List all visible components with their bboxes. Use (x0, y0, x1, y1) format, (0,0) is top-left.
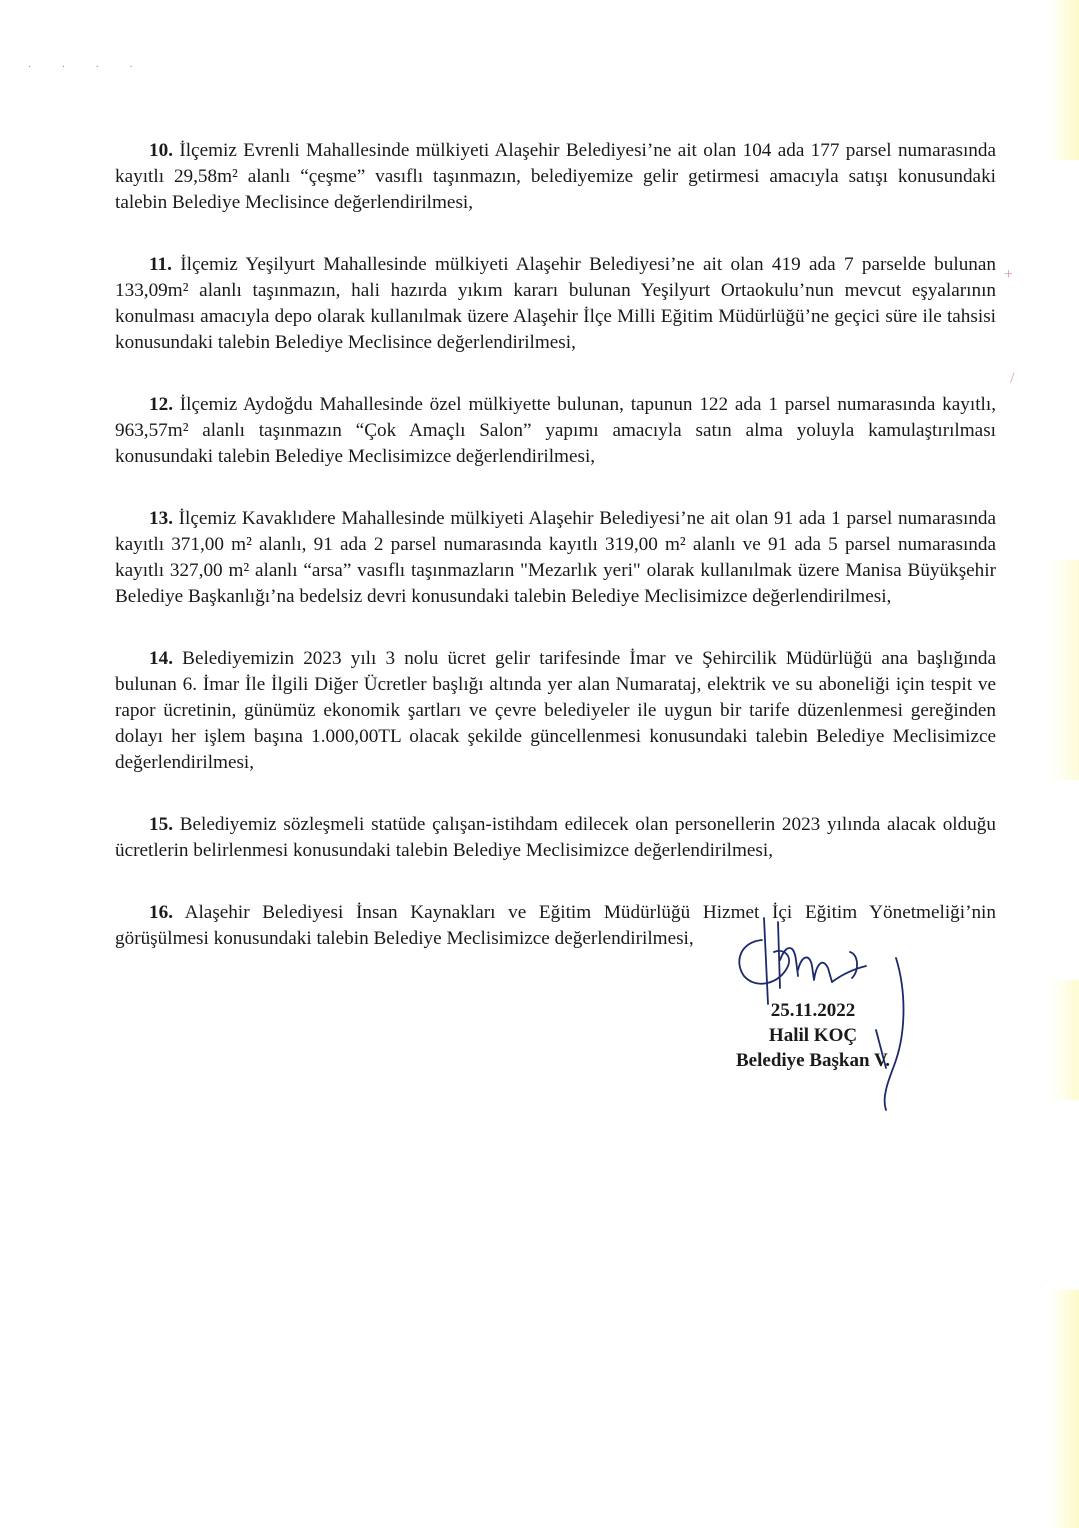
scan-margin-tint (1049, 0, 1079, 160)
signature-block (700, 900, 940, 1120)
item-number: 11. (149, 254, 172, 275)
agenda-item-12 (115, 392, 996, 470)
item-number: 13. (149, 508, 173, 529)
agenda-item-10 (115, 138, 996, 216)
margin-tick-mark: / (1010, 370, 1015, 387)
signature-text (728, 998, 898, 1073)
agenda-item-11 (115, 252, 996, 356)
scan-specks: · · · · (28, 62, 147, 73)
signatory-title: Belediye Başkan V. (736, 1050, 890, 1071)
item-text: İlçemiz Aydoğdu Mahallesinde özel mülkiyette bulunan, tapunun 122 ada 1 parsel numarasında kayıtlı, 963,57m² alanlı taşınmazın “Çok Amaçlı Salon” yapımı amacıyla satın alma yoluyla kamulaştırılması konusundaki talebin Belediye Meclisimizce değerlendirilmesi, (115, 394, 997, 467)
margin-tick-mark: + (1004, 266, 1014, 283)
signatory-name: Halil KOÇ (768, 1025, 858, 1046)
item-number: 10. (149, 140, 173, 161)
agenda-item-13 (115, 506, 996, 610)
item-text: Belediyemizin 2023 yılı 3 nolu ücret gelir tarifesinde İmar ve Şehircilik Müdürlüğü ana başlığında bulunan 6. İmar İle İlgili Diğer Ücretler başlığı altında yer alan Numarataj, elektrik ve su aboneliği için tespit ve rapor ücretinin, günümüz ekonomik şartları ve çevre belediyeler ile uygun bir tarife düzenlenmesi gereğinden dolayı her işlem başına 1.000,00TL olacak şekilde güncellenmesi konusundaki talebin Belediye Meclisimizce değerlendirilmesi, (115, 648, 996, 773)
item-text: Alaşehir Belediyesi İnsan Kaynakları ve Eğitim Müdürlüğü Hizmet İçi Eğitim Yönetmeliği’nin görüşülmesi konusundaki talebin Belediye Meclisimizce değerlendirilmesi, (115, 902, 996, 949)
scan-margin-tint (1049, 980, 1079, 1100)
item-number: 16. (149, 902, 173, 923)
scan-margin-tint (1049, 560, 1079, 780)
document-body (115, 138, 996, 988)
item-text: İlçemiz Yeşilyurt Mahallesinde mülkiyeti Alaşehir Belediyesi’ne ait olan 419 ada 7 parselde bulunan 133,09m² alanlı taşınmazın, hali hazırda yıkım kararı bulunan Yeşilyurt Ortaokulu’nun mevcut eşyalarının konulması amacıyla depo olarak kullanılmak üzere Alaşehir İlçe Milli Eğitim Müdürlüğü’ne geçici süre ile tahsisi konusundaki talebin Belediye Meclisince değerlendirilmesi, (115, 254, 996, 353)
signature-date: 25.11.2022 (770, 1000, 856, 1021)
scan-margin-tint (1049, 1290, 1079, 1528)
agenda-item-14 (115, 646, 996, 776)
item-number: 15. (149, 814, 173, 835)
item-text: Belediyemiz sözleşmeli statüde çalışan-istihdam edilecek olan personellerin 2023 yılında alacak olduğu ücretlerin belirlenmesi konusundaki talebin Belediye Meclisimizce değerlendirilmesi, (115, 814, 996, 861)
agenda-item-15 (115, 812, 996, 864)
item-text: İlçemiz Kavaklıdere Mahallesinde mülkiyeti Alaşehir Belediyesi’ne ait olan 91 ada 1 parsel numarasında kayıtlı 371,00 m² alanlı, 91 ada 2 parsel numarasında kayıtlı 319,00 m² alanlı ve 91 ada 5 parsel numarasında kayıtlı 327,00 m² alanlı “arsa” vasıflı taşınmazların "Mezarlık yeri" olarak kullanılmak üzere Manisa Büyükşehir Belediye Başkanlığı’na bedelsiz devri konusundaki talebin Belediye Meclisimizce değerlendirilmesi, (115, 508, 996, 607)
item-number: 12. (149, 394, 173, 415)
item-text: İlçemiz Evrenli Mahallesinde mülkiyeti Alaşehir Belediyesi’ne ait olan 104 ada 177 parsel numarasında kayıtlı 29,58m² alanlı “çeşme” vasıflı taşınmazın, belediyemize gelir getirmesi amacıyla satışı konusundaki talebin Belediye Meclisince değerlendirilmesi, (115, 140, 996, 213)
item-number: 14. (149, 648, 173, 669)
